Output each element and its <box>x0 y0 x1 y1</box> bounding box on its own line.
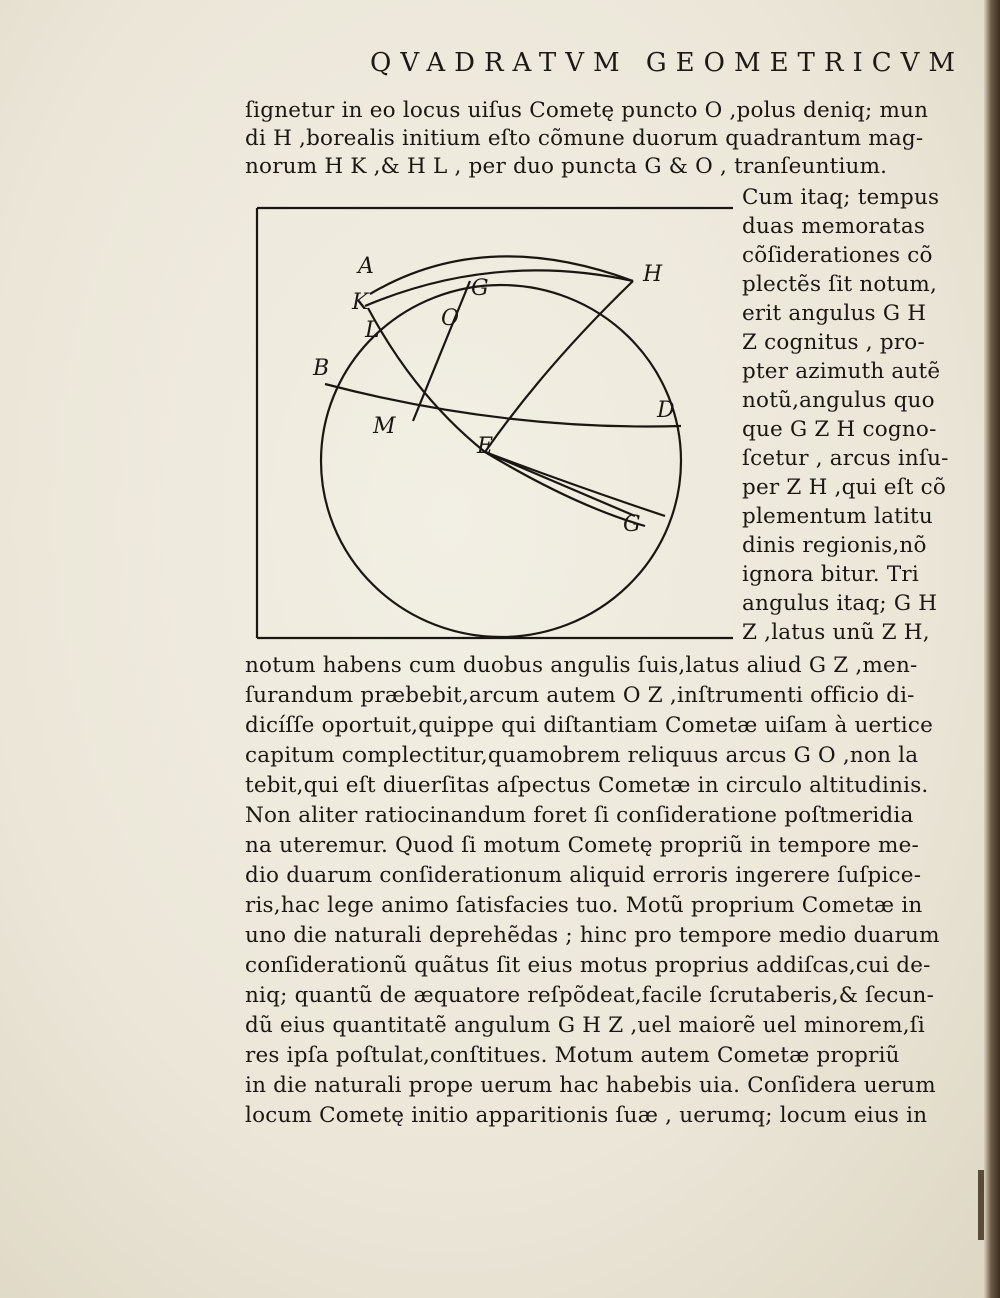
arc-k-e-g <box>368 308 645 526</box>
text-line: dicíſſe oportuit,quippe qui diſtantiam Cometæ uiſam à uertice <box>245 713 934 738</box>
text-line: ris,hac lege animo ſatisfacies tuo. Motũ proprium Cometæ in <box>245 893 923 918</box>
text-line: Z ,latus unũ Z H, <box>742 620 930 645</box>
spine-notch <box>978 1170 984 1240</box>
text-line: uno die naturali deprehẽdas ; hinc pro tempore medio duarum <box>245 923 940 948</box>
label-g-outer: G <box>623 512 641 537</box>
text-line: erit angulus G H <box>742 301 927 326</box>
text-line: pter azimuth autẽ <box>742 359 941 384</box>
text-line: ignora bitur. Tri <box>742 562 919 587</box>
text-line: ſignetur in eo locus uiſus Cometę puncto O ,polus deniq; mun <box>245 98 929 123</box>
label-a: A <box>358 254 374 279</box>
text-line: Cum itaq; tempus <box>742 185 940 210</box>
text-line: niq; quantũ de æquatore reſpõdeat,facile ſcrutaberis,& ſecun- <box>245 983 935 1008</box>
text-line: dũ eius quantitatẽ angulum G H Z ,uel maiorẽ uel minorem,ſi <box>245 1013 925 1038</box>
text-line: na uteremur. Quod ſi motum Cometę propriũ in tempore me- <box>245 833 919 858</box>
book-spine <box>984 0 1000 1298</box>
text-line: dio duarum conſiderationum aliquid erroris ingerere ſuſpice- <box>245 863 922 888</box>
text-line: notũ,angulus quo <box>742 388 935 413</box>
line-g-e <box>485 452 635 516</box>
running-head: QVADRATVM GEOMETRICVM <box>370 48 965 78</box>
text-line: Non aliter ratiocinandum foret ſi conſideratione poſtmeridia <box>245 803 914 828</box>
text-line: in die naturali prope uerum hac habebis uia. Conſidera uerum <box>245 1073 936 1098</box>
text-line: angulus itaq; G H <box>742 591 938 616</box>
text-line: que G Z H cogno- <box>742 417 937 442</box>
text-line: duas memoratas <box>742 214 926 239</box>
text-line: capitum complectitur,quamobrem reliquus arcus G O ,non la <box>245 743 919 768</box>
label-h: H <box>643 262 663 287</box>
label-o: O <box>441 306 460 331</box>
text-line: ſurandum præbebit,arcum autem O Z ,inſtrumenti officio di- <box>245 683 915 708</box>
text-line: tebit,qui eſt diuerſitas aſpectus Cometæ in circulo altitudinis. <box>245 773 929 798</box>
label-m: M <box>373 414 396 439</box>
text-line: plementum latitu <box>742 504 933 529</box>
label-g-inner: G <box>471 276 489 301</box>
text-line: notum habens cum duobus angulis ſuis,latus aliud G Z ,men- <box>245 653 918 678</box>
text-line: norum H K ,& H L , per duo puncta G & O , tranſeuntium. <box>245 154 888 179</box>
text-line: cõſiderationes cõ <box>742 243 933 268</box>
text-line: res ipſa poſtulat,conſtitues. Motum autem Cometæ propriũ <box>245 1043 900 1068</box>
label-k: K <box>352 290 369 315</box>
arc-e-horizon <box>485 452 665 516</box>
text-line: per Z H ,qui eſt cõ <box>742 475 947 500</box>
label-b: B <box>313 356 330 381</box>
text-line: plectẽs ſit notum, <box>742 272 938 297</box>
text-line: ſcetur , arcus inſu- <box>742 446 949 471</box>
text-line: di H ,borealis initium eſto cõmune duorum quadrantum mag- <box>245 126 924 151</box>
text-line: conſiderationũ quãtus ſit eius motus proprius addiſcas,cui de- <box>245 953 931 978</box>
text-line: dinis regionis,nõ <box>742 533 927 558</box>
label-e: E <box>477 434 494 459</box>
text-line: locum Cometę initio apparitionis ſuæ , uerumq; locum eius in <box>245 1103 928 1128</box>
geometric-figure <box>245 196 735 644</box>
label-l: L <box>365 318 380 343</box>
text-line: Z cognitus , pro- <box>742 330 925 355</box>
label-d: D <box>657 398 675 423</box>
